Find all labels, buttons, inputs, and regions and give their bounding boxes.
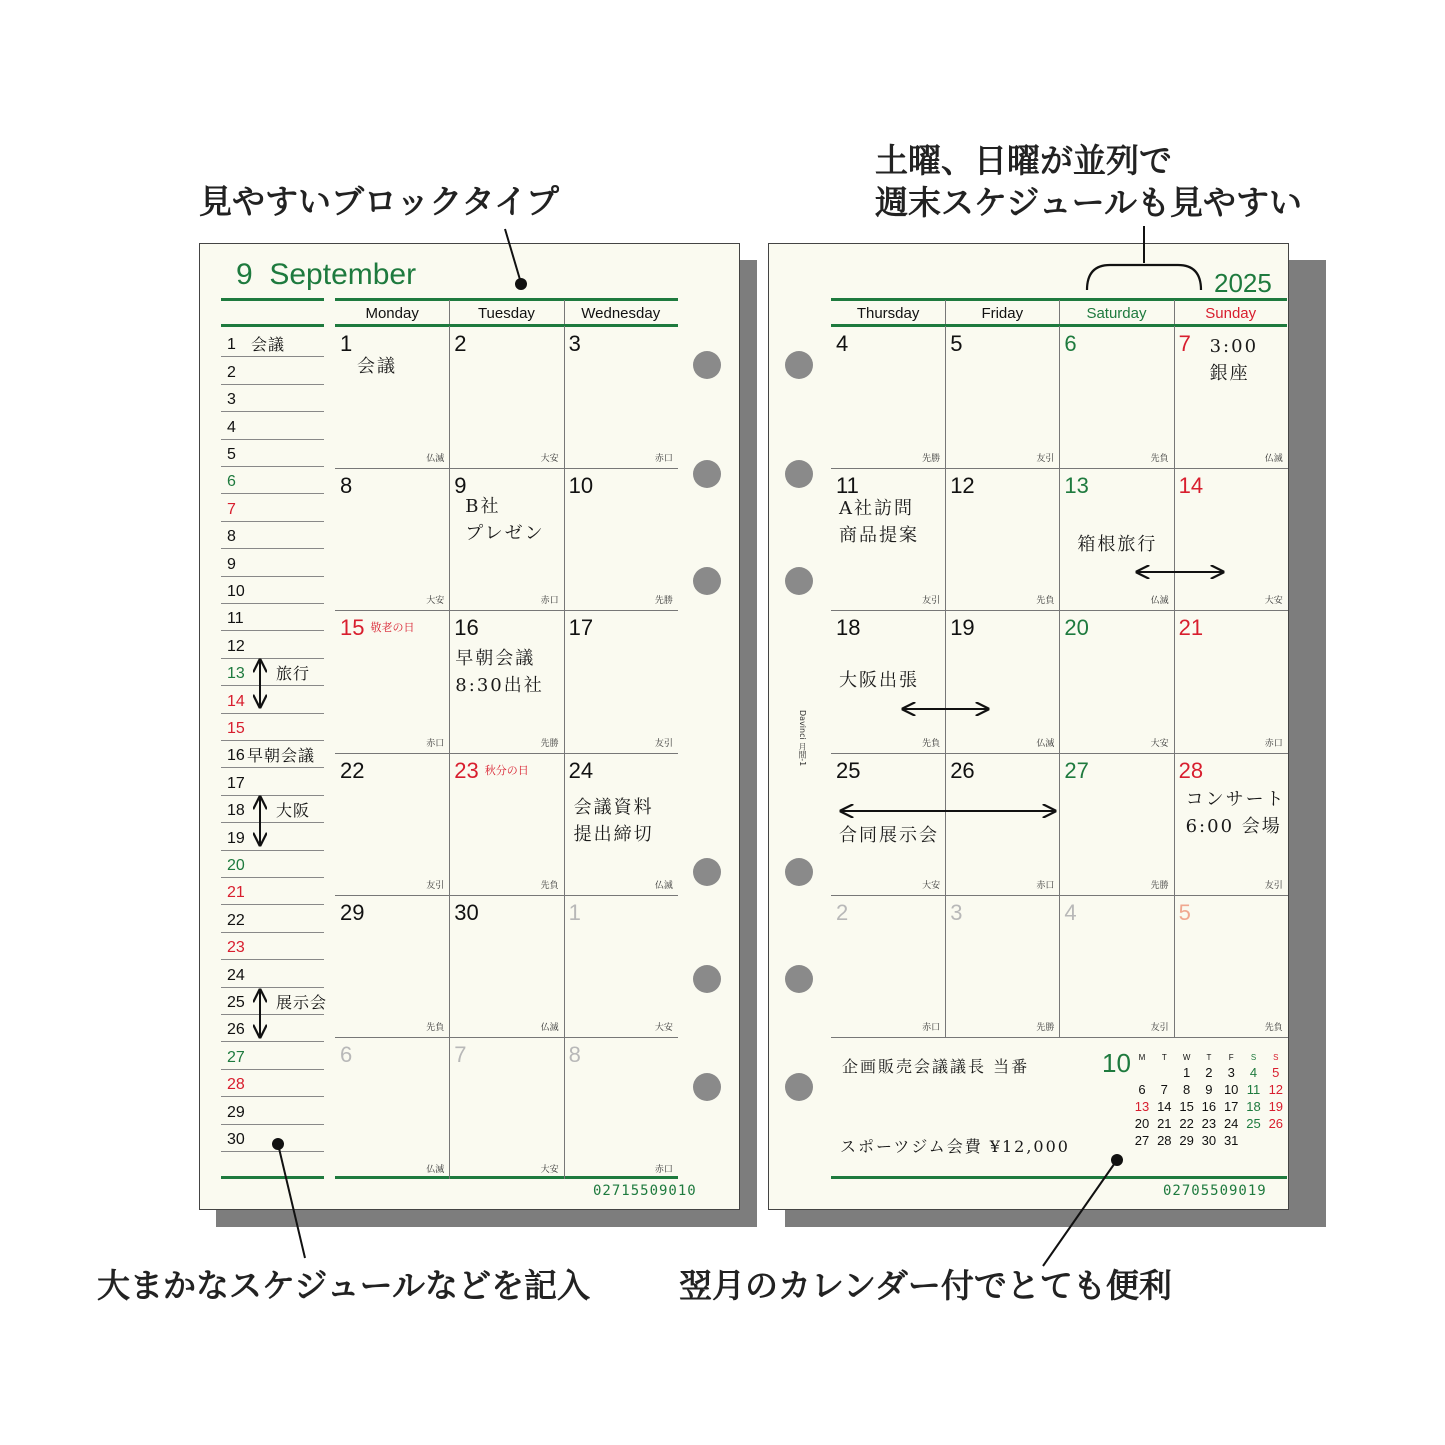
rokuyo-label: 仏滅 [426,1165,445,1176]
day-number-text: 12 [950,473,975,499]
day-number-text: 27 [1064,757,1089,783]
rokuyo-label: 赤口 [540,596,559,607]
rokuyo-label: 大安 [540,454,559,465]
day-number-text: 9 [454,473,467,499]
rokuyo-label: 仏滅 [1264,454,1283,465]
side-list-date: 25 [227,993,245,1011]
rokuyo-label: 大安 [426,596,445,607]
side-list-date: 2 [227,363,236,381]
holiday-label: 敬老の日 [370,622,415,635]
side-list-date: 5 [227,445,236,463]
day-number-text: 4 [836,331,849,356]
rokuyo-label: 仏滅 [426,454,445,465]
mini-cal-day[interactable]: 19 [1268,1099,1284,1114]
side-list-date: 28 [227,1076,245,1094]
day-number-text: 30 [454,899,479,925]
day-number-text: 14 [1178,473,1204,499]
handwritten-memo: コンサート [1185,788,1286,810]
handwritten-memo: 8:30出社 [455,675,544,697]
weekday-header: Friday [981,305,1024,322]
holiday-label: 秋分の日 [484,764,529,777]
side-list-memo: 会議 [251,335,286,355]
rokuyo-label: 仏滅 [1036,738,1055,749]
weekday-header: Sunday [1205,305,1257,322]
day-number-text: 15 [340,615,365,641]
day-number-text: 11 [836,473,859,499]
mini-cal-day[interactable]: 18 [1246,1099,1261,1114]
day-number-text: 1 [568,899,581,925]
rokuyo-label: 仏滅 [540,1022,559,1033]
rokuyo-label: 先負 [1150,454,1169,465]
month-number: 9 [236,258,253,291]
day-number-text: 3 [950,899,963,925]
mini-cal-day[interactable]: 2 [1205,1065,1213,1080]
handwritten-memo: A社訪問 [839,498,914,520]
rokuyo-label: 友引 [922,596,941,607]
day-number-text: 2 [454,331,467,356]
side-list-date: 16 [227,747,245,765]
rokuyo-label: 大安 [1264,596,1283,607]
mini-cal-day[interactable]: 22 [1179,1116,1194,1131]
mini-cal-day[interactable]: 12 [1268,1082,1284,1097]
weekday-header: Monday [365,305,419,322]
callout-rough-schedule: 大まかなスケジュールなどを記入 [97,1266,591,1305]
side-list-date: 24 [227,966,245,984]
note-line-1: 企画販売会議議長 当番 [842,1057,1030,1076]
rokuyo-label: 赤口 [654,454,673,465]
handwritten-memo: 会議資料 [573,796,654,818]
side-list-date: 9 [227,555,236,573]
mini-cal-day[interactable]: 23 [1201,1116,1217,1131]
side-list-date: 18 [227,802,245,820]
mini-cal-day[interactable]: 10 [1223,1082,1239,1097]
handwritten-memo: 3:00 [1209,336,1259,357]
note-line-2: スポーツジム会費 ¥12,000 [840,1137,1070,1156]
side-list-date: 20 [227,856,245,874]
rokuyo-label: 友引 [1036,454,1055,465]
rokuyo-label: 赤口 [426,738,445,749]
mini-cal-day[interactable]: 11 [1246,1082,1261,1097]
handwritten-memo: 早朝会議 [455,648,536,670]
handwritten-memo: 提出締切 [573,823,654,845]
day-number-text: 26 [950,757,975,783]
day-number-text: 5 [1178,899,1191,925]
handwritten-memo: プレゼン [465,523,545,545]
handwritten-memo: 銀座 [1209,363,1250,384]
handwritten-memo: B社 [465,496,501,518]
mini-cal-day[interactable]: 7 [1160,1082,1168,1097]
mini-cal-day[interactable]: 30 [1201,1133,1217,1148]
range-arrows [260,572,1223,1037]
handwritten-memo: 6:00 会場 [1185,815,1282,837]
mini-cal-weekday: W [1182,1053,1191,1062]
mini-cal-day[interactable]: 1 [1182,1065,1191,1080]
rokuyo-label: 友引 [1150,1022,1169,1033]
side-list-memo: 大阪 [276,801,311,821]
day-number-text: 5 [950,331,963,356]
mini-cal-weekday: T [1206,1053,1212,1062]
day-number-text: 2 [836,899,849,925]
day-number-text: 6 [340,1042,353,1067]
handwritten-memo: 商品提案 [839,525,919,547]
side-list-date: 27 [227,1048,245,1066]
side-list-date: 7 [227,500,236,518]
side-list-memo: 展示会 [276,992,328,1012]
side-list-date: 3 [227,391,236,409]
handwritten-memo: 大阪出張 [839,670,919,692]
side-list-date: 17 [227,774,245,792]
right-page-code: 02705509019 [1163,1183,1267,1199]
month-name: September [269,258,417,291]
mini-cal-day[interactable]: 27 [1134,1133,1150,1148]
rokuyo-label: 友引 [1264,880,1283,891]
callout-block-type: 見やすいブロックタイプ [199,182,560,221]
mini-cal-day[interactable]: 29 [1179,1133,1194,1148]
weekend-brace [1087,226,1201,290]
handwritten-memo: 会議 [357,356,397,377]
day-number-text: 1 [340,331,353,356]
day-number-text: 3 [568,331,581,356]
day-number-text: 22 [340,757,365,783]
day-number-text: 6 [1064,331,1077,356]
side-list-date: 10 [227,582,245,600]
next-month-number: 10 [1102,1048,1131,1078]
rokuyo-label: 赤口 [654,1165,673,1176]
rokuyo-label: 大安 [654,1022,673,1033]
mini-cal-day[interactable]: 9 [1205,1082,1213,1097]
rokuyo-label: 先勝 [922,454,941,465]
mini-cal-day[interactable]: 13 [1134,1099,1150,1114]
side-list-date: 21 [227,884,245,902]
rokuyo-label: 先負 [1264,1022,1283,1033]
day-number-text: 7 [454,1042,467,1067]
rokuyo-label: 先負 [922,738,941,749]
mini-cal-day[interactable]: 3 [1227,1065,1235,1080]
day-number-text: 28 [1178,757,1204,783]
leader-line-rough-schedule [272,1138,305,1258]
leader-line-block-type [505,229,527,290]
mini-cal-weekday: T [1161,1053,1167,1062]
side-list-memo: 早朝会議 [247,746,316,766]
mini-cal-weekday: S [1273,1053,1279,1062]
rokuyo-label: 赤口 [922,1022,941,1033]
day-number-text: 25 [836,757,861,783]
day-number-text: 20 [1064,615,1089,641]
day-number-text: 13 [1064,473,1089,499]
mini-cal-day[interactable]: 26 [1268,1116,1284,1131]
side-list-date: 6 [227,473,236,491]
callout-weekend-line1: 土曜、日曜が並列で [875,141,1172,180]
rokuyo-label: 赤口 [1264,738,1283,749]
rokuyo-label: 先負 [1036,596,1055,607]
day-number-text: 7 [1178,331,1191,356]
day-number-text: 18 [836,615,861,641]
leader-line-next-month [1043,1154,1123,1266]
day-number-text: 23 [454,757,479,783]
mini-cal-day[interactable]: 15 [1179,1099,1194,1114]
side-list-date: 1 [227,336,236,354]
handwritten-memo: 合同展示会 [839,824,939,846]
handwritten-memo: 箱根旅行 [1077,534,1158,556]
callout-next-month: 翌月のカレンダー付でとても便利 [679,1266,1172,1305]
side-list-date: 23 [227,939,245,957]
weekday-header: Thursday [856,305,920,322]
mini-cal-day[interactable]: 6 [1138,1082,1146,1097]
mini-cal-weekday: S [1250,1053,1257,1062]
side-label: Davinci 月間-1 [798,710,807,767]
mini-cal-day[interactable]: 31 [1223,1133,1239,1148]
rokuyo-label: 仏滅 [654,880,673,891]
mini-cal-day[interactable]: 24 [1223,1116,1239,1131]
rokuyo-label: 大安 [1150,738,1169,749]
mini-cal-day[interactable]: 28 [1157,1133,1172,1148]
mini-cal-day[interactable]: 5 [1272,1065,1280,1080]
side-list-date: 8 [227,528,236,546]
side-list-date: 4 [227,418,236,436]
day-number-text: 21 [1178,615,1204,641]
day-number-text: 29 [340,899,365,925]
day-number-text: 8 [568,1042,581,1067]
callout-weekend-line2: 週末スケジュールも見やすい [875,183,1303,222]
day-number-text: 8 [340,473,353,499]
side-list-date: 11 [227,610,244,628]
mini-cal-day[interactable]: 25 [1246,1116,1261,1131]
mini-cal-day[interactable]: 17 [1223,1099,1239,1114]
year-label: 2025 [1214,268,1272,298]
mini-cal-weekday: M [1138,1053,1146,1062]
day-number-text: 17 [568,615,594,641]
rokuyo-label: 先負 [426,1022,445,1033]
mini-cal-day[interactable]: 20 [1134,1116,1150,1131]
rokuyo-label: 先勝 [1150,880,1169,891]
rokuyo-label: 先勝 [1036,1022,1055,1033]
rokuyo-label: 先勝 [540,738,559,749]
side-list-date: 19 [227,829,245,847]
side-list-date: 22 [227,911,245,929]
side-list-date: 14 [227,692,245,710]
weekday-header: Tuesday [477,305,535,322]
weekday-header: Saturday [1086,305,1147,322]
mini-cal-day[interactable]: 21 [1157,1116,1172,1131]
rokuyo-label: 先負 [540,880,559,891]
side-list-date: 26 [227,1021,245,1039]
side-list-date: 29 [227,1103,245,1121]
rokuyo-label: 友引 [426,880,445,891]
side-list-memo: 旅行 [276,664,311,684]
mini-cal-weekday: F [1228,1053,1234,1062]
rokuyo-label: 大安 [922,880,941,891]
day-number-text: 10 [568,473,594,499]
day-number-text: 4 [1064,899,1077,925]
rokuyo-label: 赤口 [1036,880,1055,891]
mini-cal-day[interactable]: 16 [1201,1099,1217,1114]
side-list-date: 30 [227,1130,245,1148]
day-number-text: 19 [950,615,975,641]
rokuyo-label: 大安 [540,1165,559,1176]
rokuyo-label: 先勝 [654,596,673,607]
day-number-text: 24 [568,757,594,783]
day-number-text: 16 [454,615,479,641]
mini-cal-day[interactable]: 14 [1157,1099,1172,1114]
side-list-date: 15 [227,719,245,737]
weekday-header: Wednesday [581,305,661,322]
rokuyo-label: 仏滅 [1150,596,1169,607]
mini-cal-day[interactable]: 8 [1182,1082,1191,1097]
side-list-date: 13 [227,665,245,683]
rokuyo-label: 友引 [654,738,673,749]
mini-cal-day[interactable]: 4 [1249,1065,1258,1080]
left-page-code: 02715509010 [593,1183,697,1199]
side-list-date: 12 [227,637,245,655]
